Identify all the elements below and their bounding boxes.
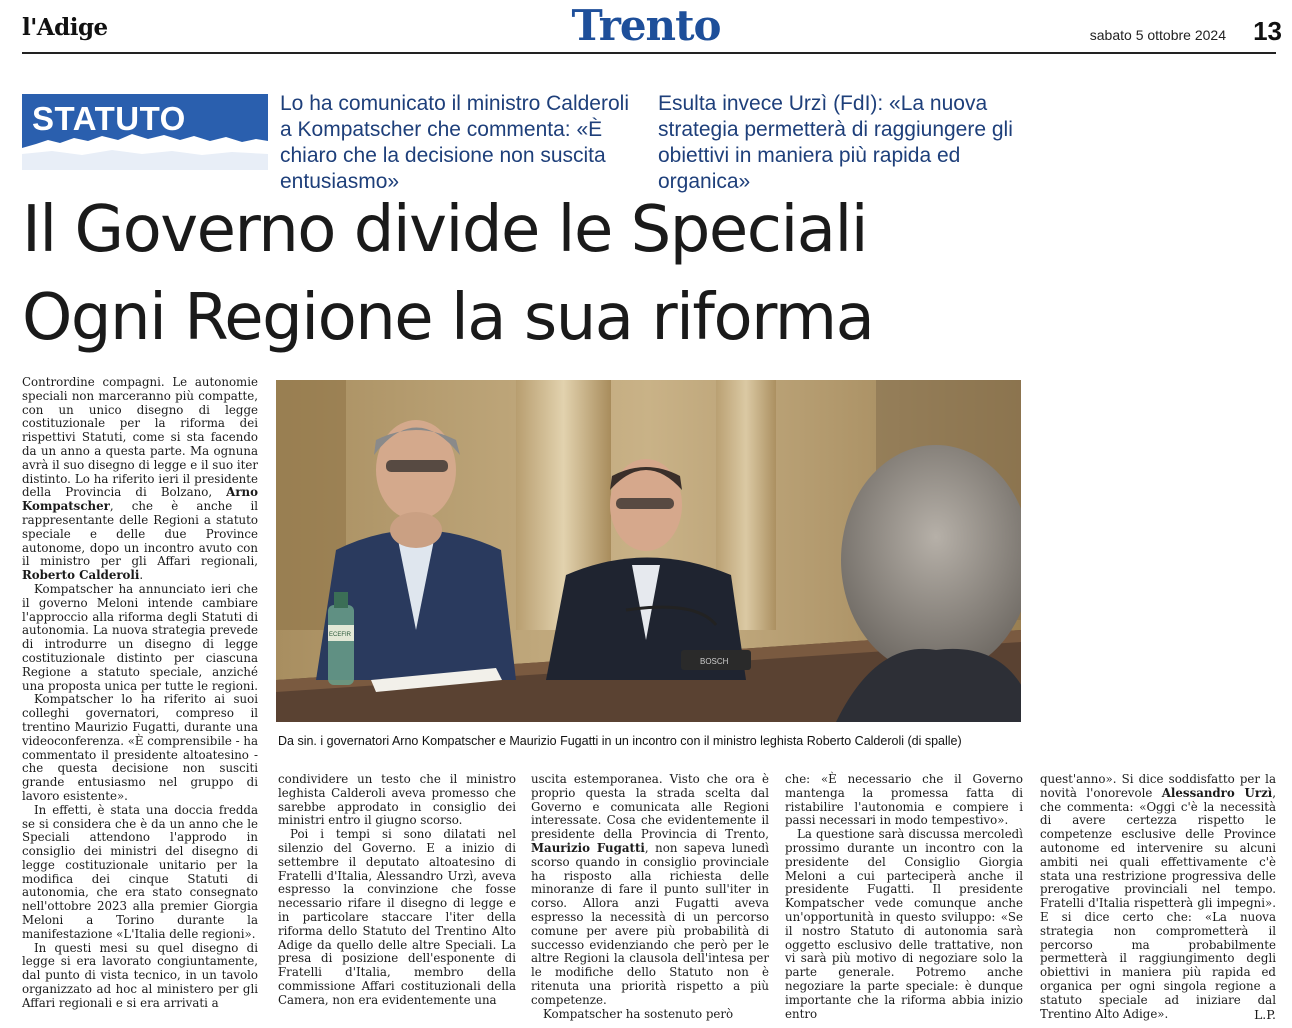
kicker-box [22, 94, 268, 170]
article-photo [276, 380, 1021, 722]
article-paragraph [785, 828, 1023, 1021]
byline: L.P. [1254, 1006, 1276, 1022]
article-paragraph [531, 773, 769, 1008]
article-text: In effetti, è stata una doccia fredda se si considera che è da un anno che le Speciali attendono l'approdo in consiglio dei ministri del disegno di legge costituzionale unitario per la modifica dei cinque Statuti di autonomia, che era stato consegnato nell'ottobre 2023 alla premier Giorgia Meloni a Torino durante la manifestazione «L'Italia delle regioni». [22, 802, 258, 941]
article-text: quest'anno». Si dice soddisfatto per la novità l'onorevole [1040, 772, 1276, 800]
article-bold-name: Roberto Calderoli [22, 568, 140, 583]
article-bold-name: Arno Kompatscher [22, 485, 258, 514]
article-text: La questione sarà discussa mercoledì prossimo durante un incontro con la presidente del Consiglio Giorgia Meloni a cui parteciperà anche il presidente Fugatti. Il presidente Kompatscher vede comunque anche un'opportunità in questo sviluppo: «Se il nostro Statuto di autonomia sarà oggetto esclusivo delle trattative, non vi sarà più motivo di negoziare solo la parte generale. Potremo anche negoziare la parte speciale: è dunque importante che la riforma abbia inizio entro [785, 827, 1023, 1021]
article-text: che: «È necessario che il Governo mantenga la promessa fatta di ristabilire l'autonomia e compiere i passi necessari in modo tempestivo». [785, 772, 1023, 828]
article-bold-name: Alessandro Urzì [1161, 785, 1273, 800]
subhead-right: Esulta invece Urzì (FdI): «La nuova strategia permetterà di raggiungere gli obiettivi in maniera più rapida ed organica» [658, 92, 1013, 193]
article-paragraph [1040, 773, 1276, 1021]
article-column-2 [278, 773, 516, 1008]
issue-date: sabato 5 ottobre 2024 [1089, 27, 1226, 43]
article-paragraph [22, 693, 258, 803]
article-text: Kompatscher ha annunciato ieri che il governo Meloni intende cambiare l'approccio alla riforma degli Statuti di autonomia. La nuova strategia prevede di introdurre un disegno di legge costituzionale distinto per ciascuna Regione a statuto speciale, anziché una proposta unica per tutte le regioni. [22, 581, 259, 693]
article-paragraph [785, 773, 1023, 828]
bottle-label: ECEFIR [329, 632, 352, 638]
photo-caption: Da sin. i governatori Arno Kompatscher e Maurizio Fugatti in un incontro con il ministro leghista Roberto Calderoli (di spalle) [278, 734, 962, 748]
microphone-label: BOSCH [700, 657, 729, 666]
article-text: In questi mesi su quel disegno di legge si era lavorato congiuntamente, dal punto di vista tecnico, in un tavolo organizzato ad hoc al ministero per gli Affari regionali e si era arrivati a [22, 940, 258, 1010]
article-column-5 [1040, 773, 1276, 1021]
article-text: Kompatscher ha sostenuto però [543, 1006, 734, 1021]
article-text: . [139, 568, 144, 583]
section-title: Trento [571, 1, 721, 50]
article-paragraph [22, 942, 258, 1011]
article-text: Poi i tempi si sono dilatati nel silenzio del Governo. E a inizio di settembre il deputato altoatesino di Fratelli d'Italia, Alessandro Urzì, aveva espresso la convinzione che fosse necessario rifare il disegno di legge e in particolare staccare l'iter della riforma dello Statuto del Trentino Alto Adige da quello delle altre Speciali. La presa di posizione dell'esponente di Fratelli d'Italia, membro della commissione Affari costituzionali della Camera, non era evidentemente una [278, 827, 516, 1007]
article-text: , non sapeva lunedì scorso quando in consiglio provinciale ha risposto alla richiesta delle minoranze di fare il punto sull'iter in corso. Allora anzi Fugatti aveva espresso la necessità di un percorso comune per avere più probabilità di successo evidenziando che però per le altre Regioni la clausola dell'intesa per le modifiche dello Statuto non è ritenuta una priorità rispetto a più competenze. [531, 840, 769, 1007]
article-paragraph [22, 583, 258, 693]
headline-line-1: Il Governo divide le Speciali [22, 193, 868, 267]
article-column-3 [531, 773, 769, 1021]
headline-line-2: Ogni Regione la sua riforma [22, 281, 874, 355]
article-column-1 [22, 376, 258, 1011]
article-paragraph [531, 1008, 769, 1022]
article-paragraph [278, 828, 516, 1007]
subhead-left: Lo ha comunicato il ministro Calderoli a Kompatscher che commenta: «È chiaro che la decisione non suscita entusiasmo» [280, 92, 629, 193]
masthead-logo: l'Adige [22, 14, 108, 41]
article-text: uscita estemporanea. Visto che ora è proprio questa la strada scelta dal Governo e comunicata alle Regioni interessate. Cosa che evidentemente il presidente della Provincia di Trento, [531, 772, 769, 842]
meeting-photo-illustration [276, 380, 1021, 722]
article-bold-name: Maurizio Fugatti [531, 840, 645, 855]
article-column-4 [785, 773, 1023, 1021]
masthead-rule [22, 52, 1276, 54]
page-number: 13 [1253, 16, 1282, 46]
article-text: , che è anche il rappresentante delle Regioni a statuto speciale e delle due Province autonome, dopo un incontro avuto con il ministro per gli Affari regionali, [22, 499, 258, 569]
article-text: , che commenta: «Oggi c'è la necessità di avere certezza rispetto le competenze esclusive delle Province autonome ed intervenire su alcuni ambiti nei quali effettivamente c'è stata una restrizione progressiva delle prerogative provinciali nel tempo. Fratelli d'Italia rispetterà gli impegni». E si dice certo che: «La nuova strategia non comprometterà il percorso ma probabilmente permetterà il raggiungimento degli obiettivi in maniera più rapida ed organica per ogni singola regione a statuto speciale ad iniziare dal Trentino Alto Adige». [1040, 785, 1276, 1021]
article-paragraph [22, 804, 258, 942]
article-paragraph [22, 376, 258, 583]
article-text: Contrordine compagni. Le autonomie speciali non marceranno più compatte, con un unico disegno di legge costituzionale per la riforma dei rispettivi Statuti, come si sta facendo da un anno a questa parte. Ma ognuna avrà il suo disegno di legge e il suo iter distinto. Lo ha riferito ieri il presidente della Provincia di Bolzano, [22, 375, 258, 500]
article-text: Kompatscher lo ha riferito ai suoi colleghi governatori, compreso il trentino Maurizio Fugatti, durante una videoconferenza. «È comprensibile - ha commentato il presidente altoatesino - che questa decisione non susciti grande entusiasmo nel gruppo di lavoro esistente». [22, 692, 258, 803]
article-paragraph [278, 773, 516, 828]
article-text: condividere un testo che il ministro leghista Calderoli aveva promesso che sarebbe approdato in consiglio dei ministri entro il giugno scorso. [278, 772, 516, 828]
kicker-label: STATUTO [32, 100, 186, 137]
